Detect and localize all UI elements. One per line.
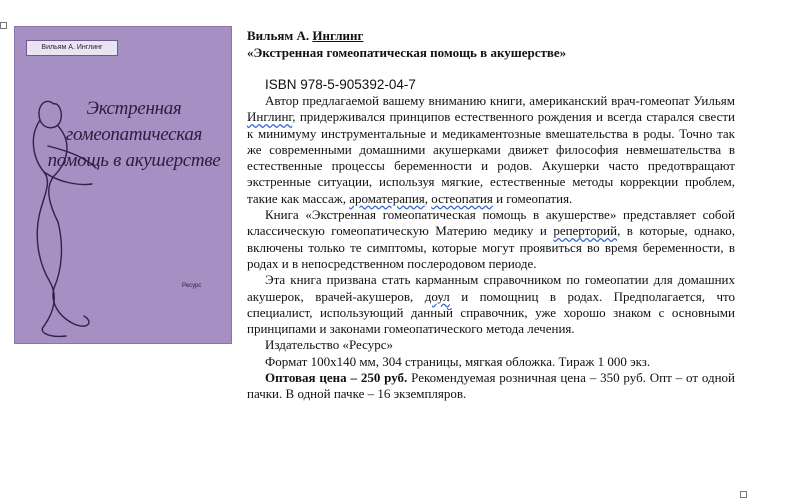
description-paragraph-2: Книга «Экстренная гомеопатическая помощь в акушерстве» представляет собой классическую гомеопатическую Материю медику и реперторий, в которые, однако, включены только те симптомы, которые могут проявиться во время беременности, в родах и в непосредственном послеродовом периоде. [247,207,735,271]
wholesale-price: Оптовая цена – 250 руб. [265,370,408,386]
isbn: ISBN 978-5-905392-04-7 [265,77,416,92]
cover-publisher: Ресурс [182,283,202,289]
description-paragraph-1: Автор предлагаемой вашему вниманию книги, американский врач-гомеопат Уильям Инглинг, придерживался принципов естественного рождения и всегда старался свести к минимуму инструментальные и медикаментозные вмешательства в роды. Точно так же современными домашними акушерками движет философия невмешательства в естественные процессы беременности и родов. Акушерки часто предотвращают экстренные ситуации, используя мягкие, естественные методы коррекции проблем, такие как массаж, ароматерапия, остеопатия и гомеопатия. [247,93,735,206]
publisher-line: Издательство «Ресурс» [265,337,393,353]
text-boundary-marker [740,491,747,498]
price-line: Оптовая цена – 250 руб. Рекомендуемая розничная цена – 350 руб. Опт – от одной пачки. В одной пачке – 16 экземпляров. [247,370,735,402]
book-title: «Экстренная гомеопатическая помощь в акушерстве» [247,45,567,60]
author-surname: Инглинг [312,28,364,43]
book-author: Вильям А. Инглинг [247,28,364,43]
cover-author-label: Вильям А. Инглинг [26,40,118,56]
book-description [247,27,735,403]
text-boundary-marker [0,22,7,29]
book-cover-image [14,26,232,344]
description-paragraph-3: Эта книга призвана стать карманным справочником по гомеопатии для домашних акушерок, врачей-акушеров, доул и помощниц в родах. Предполагается, что специалист, использующий данный справочник, уже хорошо знаком с основными принципами и законами гомеопатического метода лечения. [247,272,735,337]
woman-silhouette-illustration [14,26,232,344]
format-line: Формат 100х140 мм, 304 страницы, мягкая обложка. Тираж 1 000 экз. [265,353,651,369]
cover-title: Экстренная гомеопатическая помощь в акушерстве [47,98,221,171]
